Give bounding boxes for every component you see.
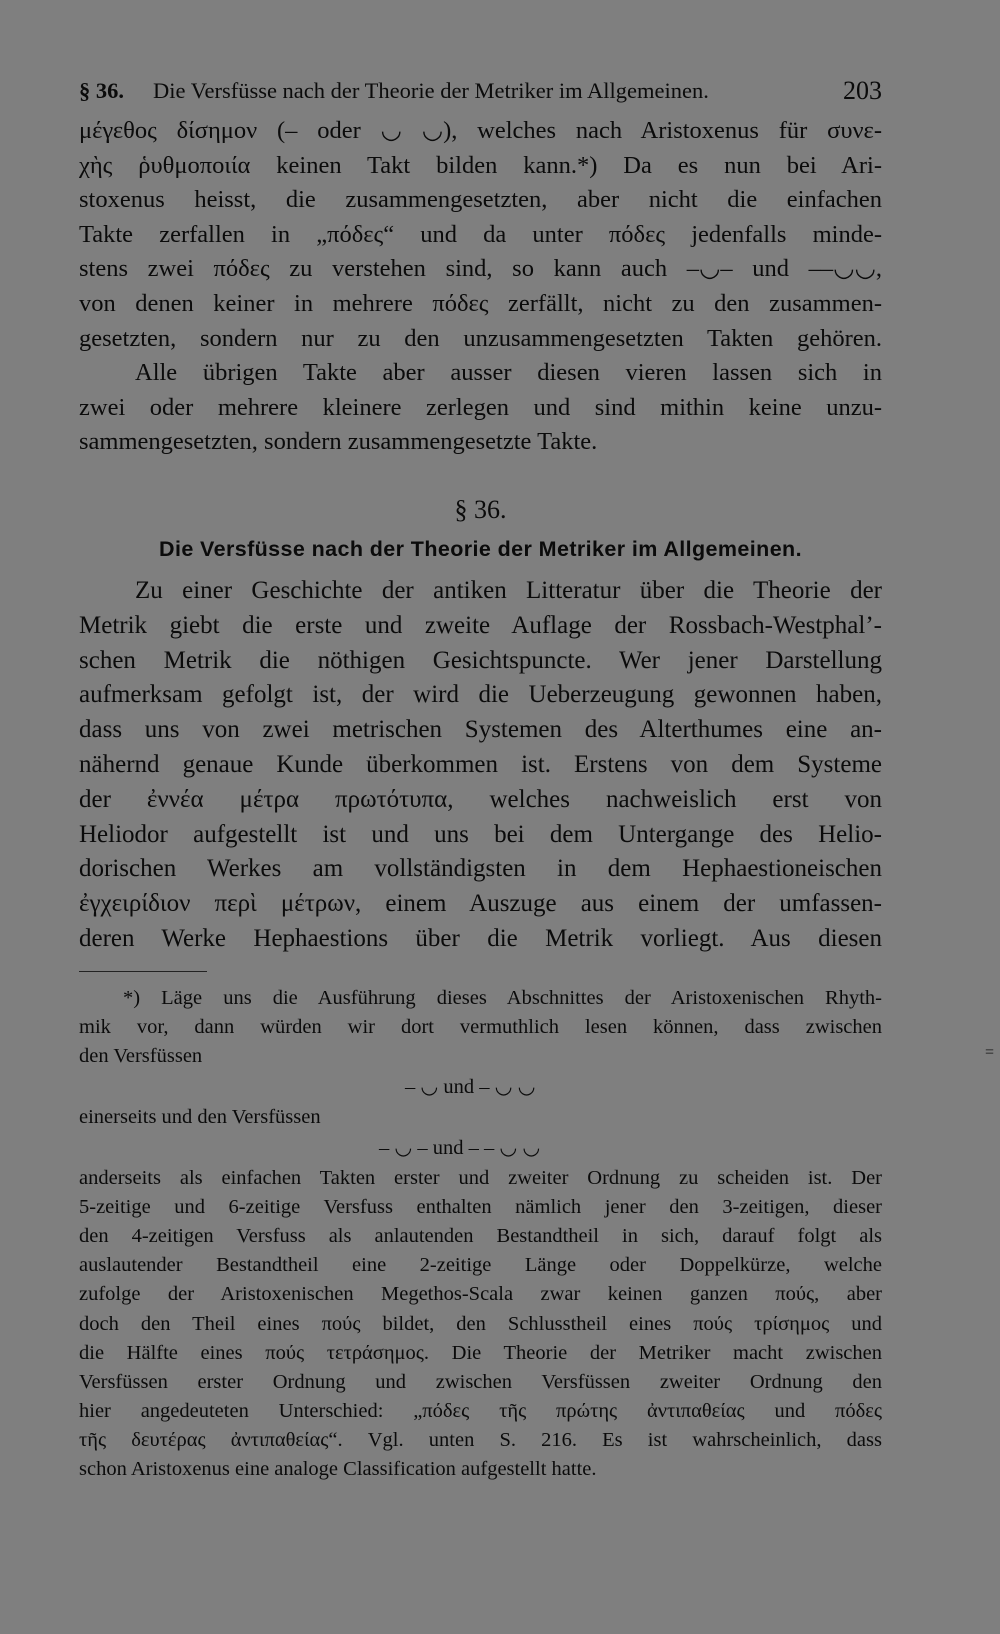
footnote-line: die Hälfte eines πούς τετράσημος. Die Theorie der Metriker macht zwischen (79, 1341, 882, 1364)
footnote-line: doch den Theil eines πούς bildet, den Schlusstheil eines πούς τρίσημος und (79, 1312, 882, 1335)
footnote-line: Versfüssen erster Ordnung und zwischen Versfüssen zweiter Ordnung den (79, 1370, 882, 1393)
footnote-line: auslautender Bestandtheil eine 2-zeitige Länge oder Doppelkürze, welche (79, 1254, 882, 1277)
body-text-continued (79, 114, 882, 460)
footnote (79, 984, 882, 1484)
metrical-scheme: ‒ ◡ ‒ und ‒ ‒ ◡ ◡ (379, 1137, 541, 1160)
text-line: deren Werke Hephaestions über die Metrik vorliegt. Aus diesen (79, 924, 882, 952)
section-heading: Die Versfüsse nach der Theorie der Metriker im Allgemeinen. (159, 536, 802, 561)
text-line: gesetzten, sondern nur zu den unzusammengesetzten Takten gehören. (79, 324, 882, 352)
footnote-line: 5-zeitige und 6-zeitige Versfuss enthalten nämlich jener den 3-zeitigen, dieser (79, 1196, 882, 1219)
text-line: dass uns von zwei metrischen Systemen des Alterthumes eine an- (79, 716, 882, 744)
running-head-section: § 36. (79, 78, 124, 103)
footnote-line: den Versfüssen (79, 1044, 203, 1067)
page-number: 203 (843, 76, 882, 105)
text-line: sammengesetzten, sondern zusammengesetzte Takte. (79, 428, 598, 456)
text-line: dorischen Werkes am vollständigsten in dem Hephaestioneischen (79, 855, 882, 883)
footnote-line: zufolge der Aristoxenischen Megethos-Scala zwar keinen ganzen πούς, aber (79, 1283, 882, 1306)
section-number: § 36. (454, 494, 507, 524)
footnote-line: den 4-zeitigen Versfuss als anlautenden Bestandtheil in sich, darauf folgt als (79, 1225, 882, 1248)
book-page (79, 78, 882, 1484)
text-line: zwei oder mehrere kleinere zerlegen und sind mithin keine unzu- (79, 393, 882, 421)
footnote-line: hier angedeuteten Unterschied: „πόδες τῆς πρώτης ἀντιπαθείας und πόδες (79, 1399, 882, 1422)
text-line: ἐγχειρίδιον περὶ μέτρων, einem Auszuge aus einem der umfassen- (79, 890, 882, 918)
running-head (79, 78, 882, 114)
metrical-scheme: ‒ ◡ und ‒ ◡ ◡ (405, 1075, 536, 1098)
text-line: aufmerksam gefolgt ist, der wird die Ueberzeugung gewonnen haben, (79, 681, 882, 709)
text-line: μέγεθος δίσημον (‒ oder ◡ ◡), welches nach Aristoxenus für συνε- (79, 117, 882, 144)
running-head-title: Die Versfüsse nach der Theorie der Metriker im Allgemeinen. (153, 78, 709, 103)
text-line: der ἐννέα μέτρα πρωτότυπα, welches nachweislich erst von (79, 785, 882, 813)
text-line: stens zwei πόδες zu verstehen sind, so kann auch ‒◡‒ und ‒‒◡◡, (79, 255, 882, 283)
text-line: nähernd genaue Kunde überkommen ist. Erstens von dem Systeme (79, 750, 882, 778)
text-line: Heliodor aufgestellt ist und uns bei dem Untergange des Helio- (79, 820, 882, 848)
text-line: stoxenus heisst, die zusammengesetzten, aber nicht die einfachen (79, 186, 882, 214)
footnote-line: einerseits und den Versfüssen (79, 1105, 321, 1128)
text-line: von denen keiner in mehrere πόδες zerfällt, nicht zu den zusammen- (79, 289, 882, 317)
text-line: schen Metrik die nöthigen Gesichtspuncte. Wer jener Darstellung (79, 646, 882, 674)
margin-mark: = (985, 1044, 995, 1061)
footnote-line: τῆς δευτέρας ἀντιπαθείας“. Vgl. unten S. 216. Es ist wahrscheinlich, dass (79, 1428, 882, 1451)
footnote-line: anderseits als einfachen Takten erster und zweiter Ordnung zu scheiden ist. Der (79, 1167, 882, 1190)
footnote-rule (79, 971, 207, 972)
footnote-line: mik vor, dann würden wir dort vermuthlich lesen können, dass zwischen (79, 1015, 882, 1038)
footnote-line: schon Aristoxenus eine analoge Classification aufgestellt hatte. (79, 1458, 597, 1481)
body-text-section (79, 574, 882, 957)
text-line: Takte zerfallen in „πόδες“ und da unter πόδες jedenfalls minde- (79, 220, 882, 248)
text-line: χὴς ῥυθμοποιία keinen Takt bilden kann.*) Da es nun bei Ari- (79, 151, 882, 179)
text-line: Metrik giebt die erste und zweite Auflage der Rossbach-Westphal’- (79, 611, 882, 639)
text-line: Alle übrigen Takte aber ausser diesen vieren lassen sich in (135, 359, 882, 387)
footnote-line: *) Läge uns die Ausführung dieses Abschnittes der Aristoxenischen Rhyth- (123, 986, 882, 1009)
text-line: Zu einer Geschichte der antiken Litteratur über die Theorie der (135, 576, 882, 604)
